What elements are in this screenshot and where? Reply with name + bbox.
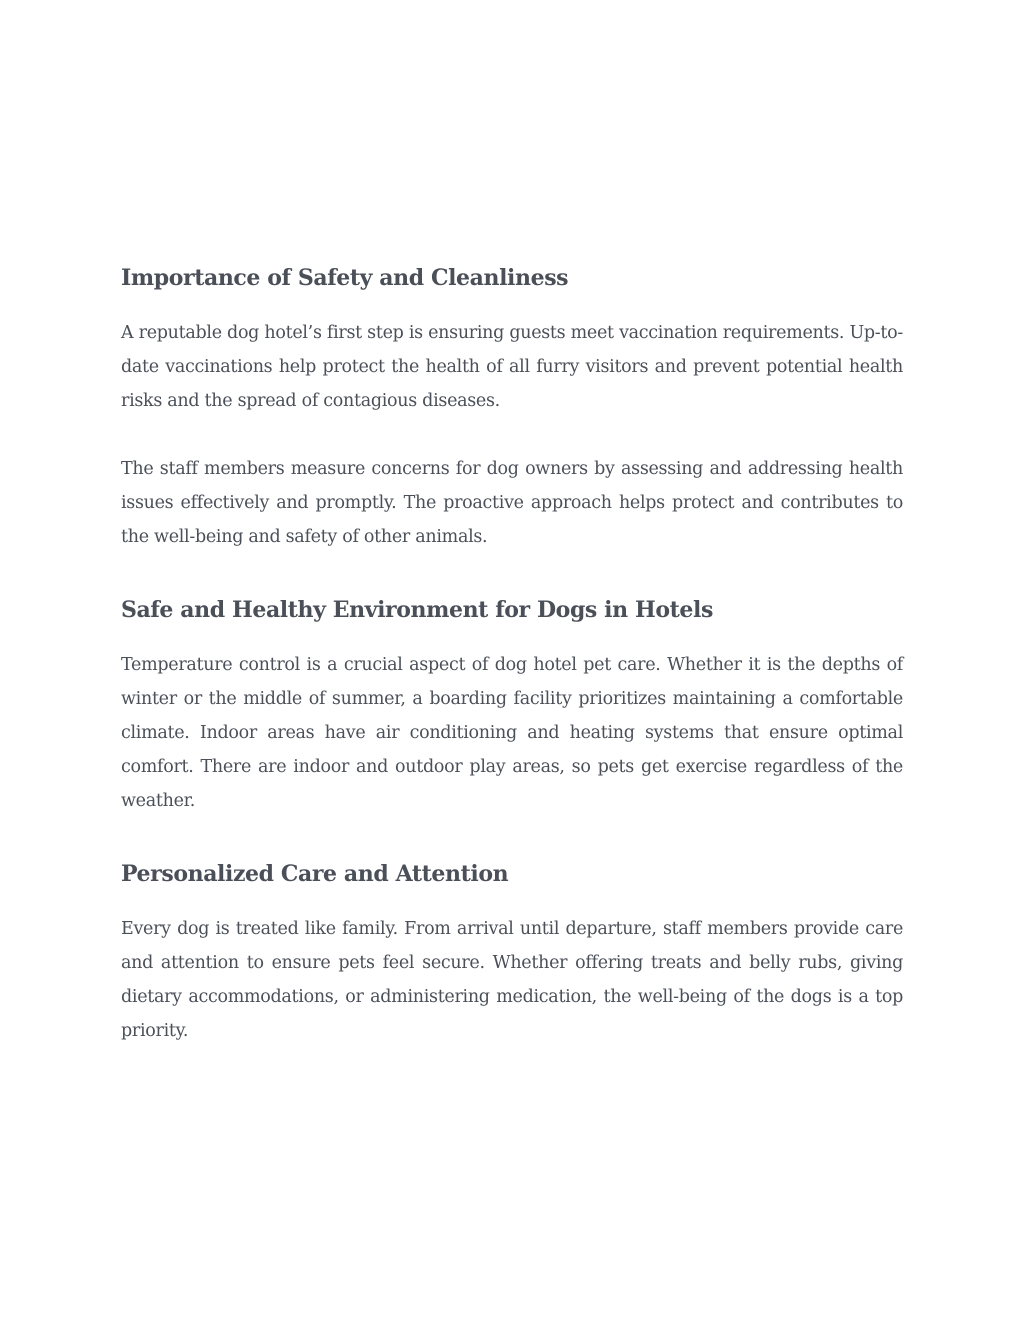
spacer <box>121 418 903 452</box>
paragraph-staff-health: The staff members measure concerns for dog owners by assessing and addressing health issues effectively and promptly. The proactive approach helps protect and contributes to the well-being and safety of other animals. <box>121 459 903 547</box>
spacer <box>121 890 903 912</box>
paragraph-treated-like-family: Every dog is treated like family. From arrival until departure, staff members provide care and attention to ensure pets feel secure. Whether offering treats and belly rubs, giving dietary accommodations, or administering medication, the well-being of the dogs is a top priority. <box>121 919 903 1041</box>
section-heading-personalized-care: Personalized Care and Attention <box>121 861 509 887</box>
spacer <box>121 554 903 594</box>
article-body <box>121 262 903 1048</box>
spacer <box>121 626 903 648</box>
paragraph-temperature-control: Temperature control is a crucial aspect of dog hotel pet care. Whether it is the depths of winter or the middle of summer, a boarding facility prioritizes maintaining a comfortable climate. Indoor areas have air conditioning and heating systems that ensure optimal comfort. There are indoor and outdoor play areas, so pets get exercise regardless of the weather. <box>121 655 903 811</box>
section-heading-safety-cleanliness: Importance of Safety and Cleanliness <box>121 265 569 291</box>
spacer <box>121 818 903 858</box>
section-heading-healthy-environment: Safe and Healthy Environment for Dogs in Hotels <box>121 597 713 623</box>
paragraph-vaccination: A reputable dog hotel’s first step is ensuring guests meet vaccination requirements. Up-to-date vaccinations help protect the health of all furry visitors and prevent potential health risks and the spread of contagious diseases. <box>121 323 903 411</box>
spacer <box>121 294 903 316</box>
